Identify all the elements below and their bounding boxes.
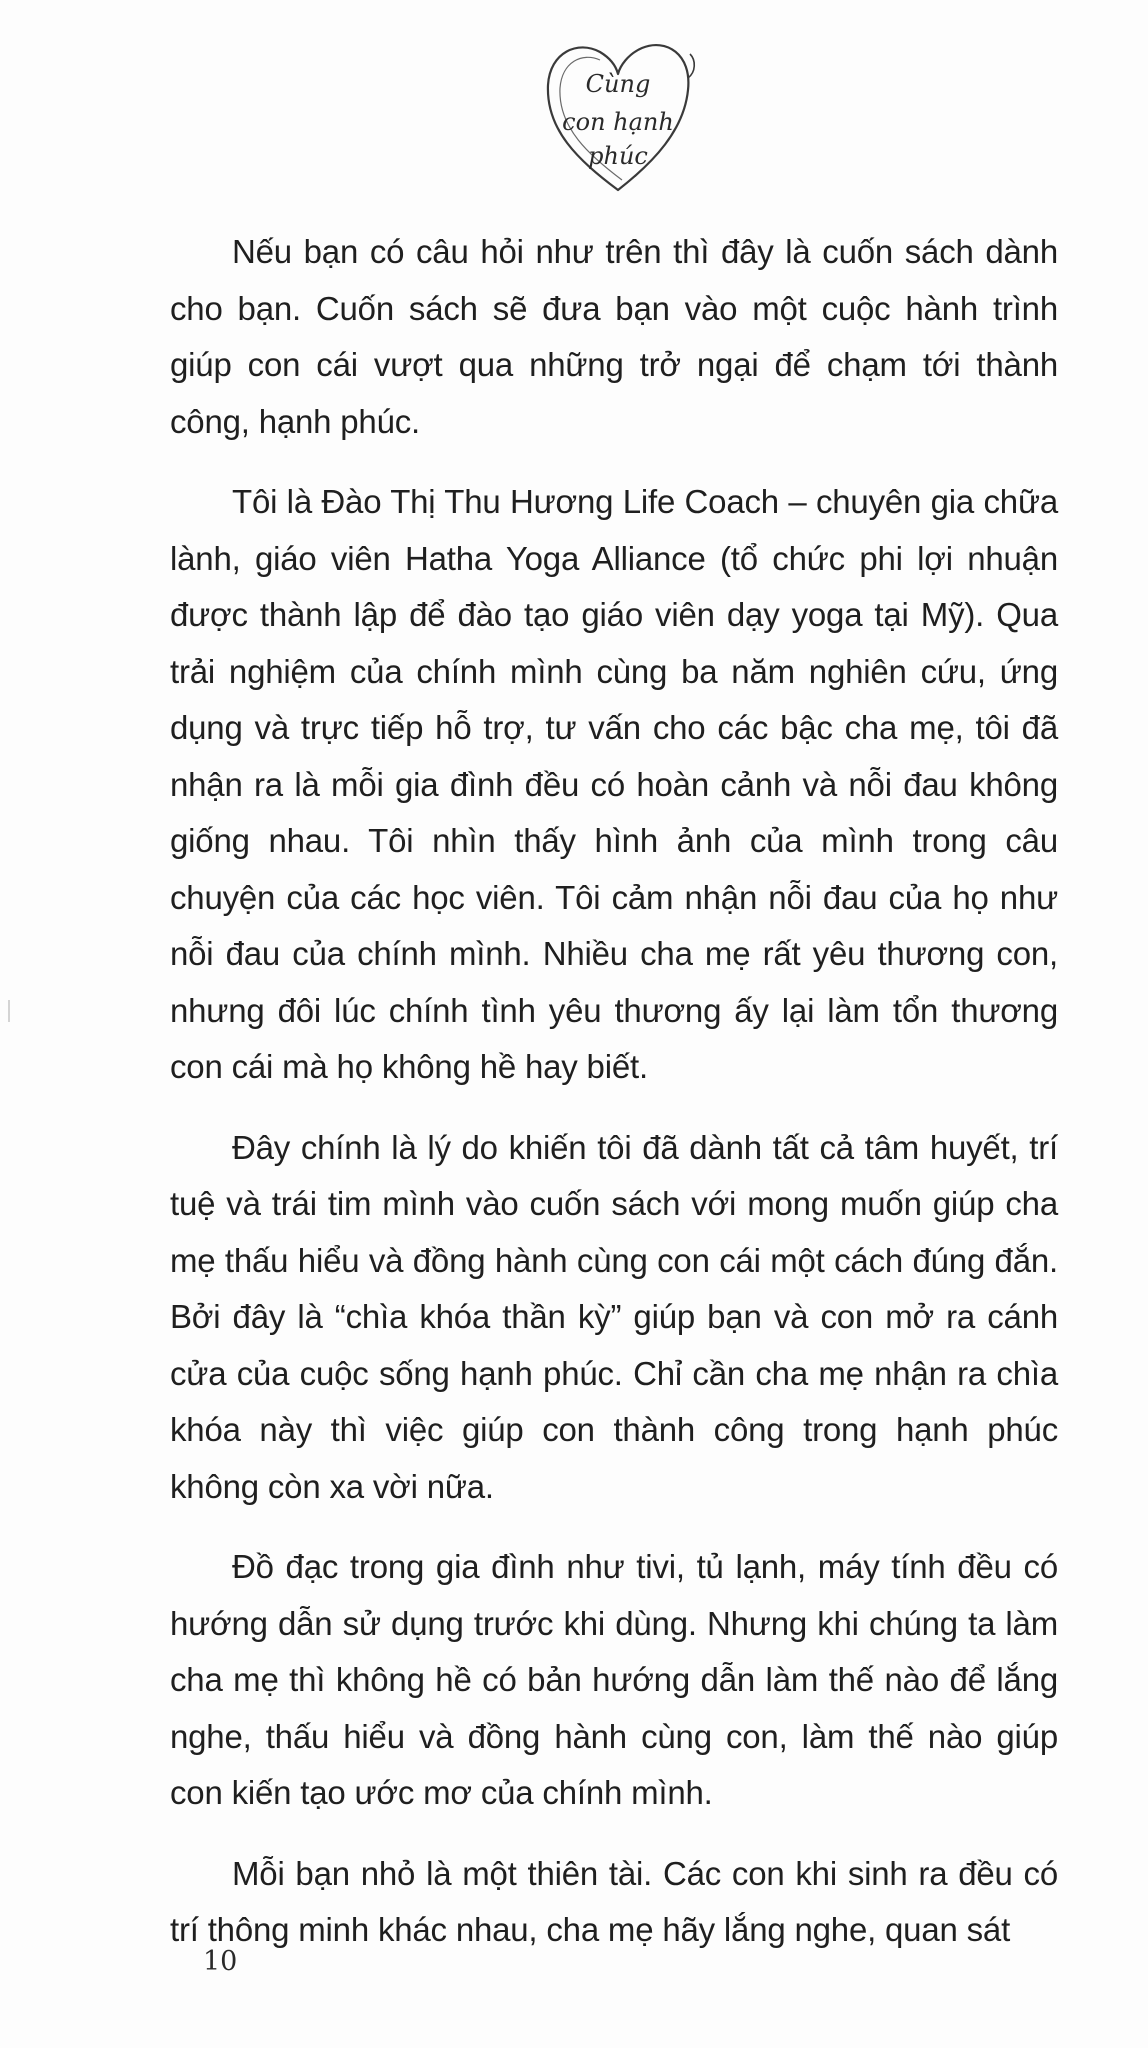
paragraph-4: Đồ đạc trong gia đình như tivi, tủ lạnh, máy tính đều có hướng dẫn sử dụng trước khi dùng. Nhưng khi chúng ta làm cha mẹ thì không hề có bản hướng dẫn làm thế nào để lắng nghe, thấu hiểu và đồng hành cùng con, làm thế nào giúp con kiến tạo ước mơ của chính mình.	[170, 1548, 1058, 1811]
page-number: 10	[203, 1946, 238, 1977]
paragraph-2: Tôi là Đào Thị Thu Hương Life Coach – chuyên gia chữa lành, giáo viên Hatha Yoga Alliance (tổ chức phi lợi nhuận được thành lập để đào tạo giáo viên dạy yoga tại Mỹ). Qua trải nghiệm của chính mình cùng ba năm nghiên cứu, ứng dụng và trực tiếp hỗ trợ, tư vấn cho các bậc cha mẹ, tôi đã nhận ra là mỗi gia đình đều có hoàn cảnh và nỗi đau không giống nhau. Tôi nhìn thấy hình ảnh của mình trong câu chuyện của các học viên. Tôi cảm nhận nỗi đau của họ như nỗi đau của chính mình. Nhiều cha mẹ rất yêu thương con, nhưng đôi lúc chính tình yêu thương ấy lại làm tổn thương con cái mà họ không hề hay biết.	[170, 483, 1058, 1085]
body-text	[170, 224, 1058, 1959]
heart-logo	[538, 30, 698, 200]
logo-line-2: con hạnh	[562, 108, 674, 136]
logo-line-3: phúc	[588, 142, 648, 170]
paragraph-1: Nếu bạn có câu hỏi như trên thì đây là cuốn sách dành cho bạn. Cuốn sách sẽ đưa bạn vào một cuộc hành trình giúp con cái vượt qua những trở ngại để chạm tới thành công, hạnh phúc.	[170, 233, 1058, 440]
paragraph-3: Đây chính là lý do khiến tôi đã dành tất cả tâm huyết, trí tuệ và trái tim mình vào cuốn sách với mong muốn giúp cha mẹ thấu hiểu và đồng hành cùng con cái một cách đúng đắn. Bởi đây là “chìa khóa thần kỳ” giúp bạn và con mở ra cánh cửa của cuộc sống hạnh phúc. Chỉ cần cha mẹ nhận ra chìa khóa này thì việc giúp con thành công trong hạnh phúc không còn xa vời nữa.	[170, 1128, 1058, 1505]
binding-edge-mark	[8, 1000, 10, 1022]
paragraph-5: Mỗi bạn nhỏ là một thiên tài. Các con khi sinh ra đều có trí thông minh khác nhau, cha mẹ hãy lắng nghe, quan sát	[170, 1854, 1058, 1948]
logo-line-1: Cùng	[585, 70, 651, 98]
